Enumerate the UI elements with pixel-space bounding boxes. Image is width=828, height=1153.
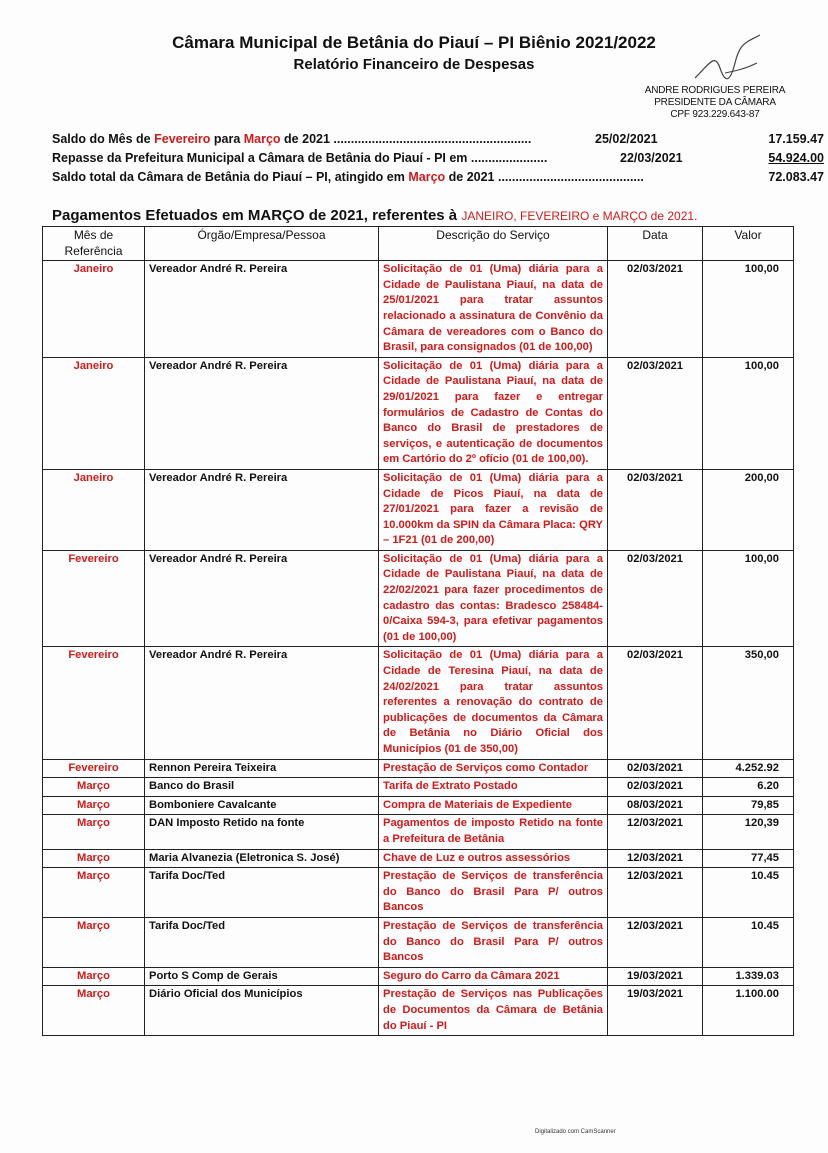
footer-scanner-note: Digitalizado com CamScanner bbox=[535, 1129, 616, 1135]
cell-data: 02/03/2021 bbox=[608, 357, 703, 469]
cell-desc: Solicitação de 01 (Uma) diária para a Cidade de Teresina Piauí, na data de 24/02/2021 para tratar assuntos referentes a renovação do contrato de publicações de documentos da Câmara de Betânia no Diário Oficial dos Municípios (01 de 350,00) bbox=[379, 647, 608, 759]
table-row bbox=[43, 550, 794, 647]
cell-mes: Março bbox=[43, 868, 145, 918]
table-row bbox=[43, 796, 794, 815]
document-page: Câmara Municipal de Betânia do Piauí – PI Biênio 2021/2022 Relatório Financeiro de Despesas ANDRE RODRIGUES PEREIRA PRESIDENTE DA CÂMARA CPF 923.229.643-87 Saldo do Mês de Fevereiro para Março de 2021 ......................................................... 25/02/2021 17.159.47 Repasse da Prefeitura Municipal a Câmara de Betânia do Piauí - PI em ...................... 22/03/2021 54.924.00 Saldo total da Câmara de Betânia do Piauí – PI, atingido em Março de 2021 .......................................... 72.083.47 Pagamentos Efetuados em MARÇO de 2021, referentes à JANEIRO, FEVEREIRO e MARÇO de 2021. Mês de Referência Órgão/Empresa/Pessoa Descrição do Serviço Data Valor Janeiro Vereador André R. Pereira Solicitação de 01 (Uma) diária para a Cidade de Paulistana Piauí, na data de 25/01/2021 para tratar assuntos relacionado a assinatura de Convênio da Câmara de vereadores com o Banco do Brasil, para consignados (01 de 100,00) 02/03/2021 100,00 Janeiro Vereador André R. Pereira Solicitação de 01 (Uma) diária para a Cidade de Paulistana Piauí, na data de 29/01/2021 para fazer e entregar formulários de Cadastro de Contas do Banco do Brasil de prestadores de serviços, e autenticação de documentos em Cartório do 2º ofício (01 de 100,00). 02/03/2021 100,00 Janeiro Vereador André R. Pereira Solicitação de 01 (Uma) diária para a Cidade de Picos Piauí, na data de 27/01/2021 para fazer a revisão de 10.000km da SPIN da Câmara Placa: QRY – 1F21 (01 de 200,00) 02/03/2021 200,00 Fevereiro Vereador André R. Pereira Solicitação de 01 (Uma) diária para a Cidade de Paulistana Piauí, na data de 22/02/2021 para fazer procedimentos de cadastro das contas: Bradesco 258484-0/Caixa 594-3, para efetivar pagamentos (01 de 100,00) 02/03/2021 100,00 Fevereiro Vereador André R. Pereira Solicitação de 01 (Uma) diária para a Cidade de Teresina Piauí, na data de 24/02/2021 para tratar assuntos referentes a renovação do contrato de publicações de documentos da Câmara de Betânia no Diário Oficial dos Municípios (01 de 350,00) 02/03/2021 350,00 Fevereiro Rennon Pereira Teixeira Prestação de Serviços como Contador 02/03/2021 4.252.92 Março Banco do Brasil Tarifa de Extrato Postado 02/03/2021 6.20 Março Bomboniere Cavalcante Compra de Materiais de Expediente 08/03/2021 79,85 Março DAN Imposto Retido na fonte Pagamentos de imposto Retido na fonte a Prefeitura de Betânia 12/03/2021 120,39 Março Maria Alvanezia (Eletronica S. José) Chave de Luz e outros assessórios 12/03/2021 77,45 Março Tarifa Doc/Ted Prestação de Serviços de transferência do Banco do Brasil Para P/ outros Bancos 12/03/2021 10.45 Março Tarifa Doc/Ted Prestação de Serviços de transferência do Banco do Brasil Para P/ outros Bancos 12/03/2021 10.45 Março Porto S Comp de Gerais Seguro do Carro da Câmara 2021 19/03/2021 1.339.03 Março Diário Oficial dos Municípios Prestação de Serviços nas Publicações de Documentos da Câmara de Betânia do Piauí - PI 19/03/2021 1.100.00 Digitalizado com CamScanner bbox=[0, 0, 828, 1153]
cell-desc: Prestação de Serviços de transferência do Banco do Brasil Para P/ outros Bancos bbox=[379, 868, 608, 918]
cell-org: DAN Imposto Retido na fonte bbox=[145, 815, 379, 849]
cell-desc: Compra de Materiais de Expediente bbox=[379, 796, 608, 815]
header-valor: Valor bbox=[703, 227, 794, 261]
header-orgao: Órgão/Empresa/Pessoa bbox=[145, 227, 379, 261]
cell-valor: 100,00 bbox=[703, 261, 794, 358]
saldo-value: 72.083.47 bbox=[768, 170, 824, 184]
table-row bbox=[43, 647, 794, 759]
cell-desc: Prestação de Serviços como Contador bbox=[379, 759, 608, 778]
document-title: Câmara Municipal de Betânia do Piauí – PI Biênio 2021/2022 bbox=[172, 33, 656, 52]
cell-mes: Março bbox=[43, 917, 145, 967]
cell-org: Banco do Brasil bbox=[145, 778, 379, 797]
saldo-value: 54.924.00 bbox=[768, 151, 824, 165]
cell-mes: Março bbox=[43, 815, 145, 849]
table-row bbox=[43, 868, 794, 918]
cell-valor: 100,00 bbox=[703, 357, 794, 469]
cell-valor: 10.45 bbox=[703, 917, 794, 967]
header-data: Data bbox=[608, 227, 703, 261]
cell-org: Maria Alvanezia (Eletronica S. José) bbox=[145, 849, 379, 868]
cell-mes: Fevereiro bbox=[43, 647, 145, 759]
cell-data: 12/03/2021 bbox=[608, 868, 703, 918]
cell-mes: Janeiro bbox=[43, 469, 145, 550]
cell-data: 19/03/2021 bbox=[608, 986, 703, 1036]
cell-org: Diário Oficial dos Municípios bbox=[145, 986, 379, 1036]
table-row bbox=[43, 261, 794, 358]
cell-desc: Prestação de Serviços nas Publicações de Documentos da Câmara de Betânia do Piauí - PI bbox=[379, 986, 608, 1036]
cell-valor: 77,45 bbox=[703, 849, 794, 868]
cell-data: 02/03/2021 bbox=[608, 550, 703, 647]
header-mes: Mês de Referência bbox=[43, 227, 145, 261]
cell-org: Vereador André R. Pereira bbox=[145, 261, 379, 358]
cell-org: Tarifa Doc/Ted bbox=[145, 868, 379, 918]
cell-valor: 79,85 bbox=[703, 796, 794, 815]
cell-mes: Março bbox=[43, 967, 145, 986]
cell-org: Vereador André R. Pereira bbox=[145, 550, 379, 647]
header-descricao: Descrição do Serviço bbox=[379, 227, 608, 261]
cell-mes: Março bbox=[43, 796, 145, 815]
cell-valor: 1.339.03 bbox=[703, 967, 794, 986]
cell-org: Vereador André R. Pereira bbox=[145, 469, 379, 550]
table-row bbox=[43, 815, 794, 849]
saldo-value: 17.159.47 bbox=[768, 132, 824, 146]
cell-desc: Solicitação de 01 (Uma) diária para a Cidade de Picos Piauí, na data de 27/01/2021 para fazer a revisão de 10.000km da SPIN da Câmara Placa: QRY – 1F21 (01 de 200,00) bbox=[379, 469, 608, 550]
saldo-date: 22/03/2021 bbox=[620, 151, 683, 165]
cell-data: 02/03/2021 bbox=[608, 778, 703, 797]
signature-role: PRESIDENTE DA CÂMARA bbox=[654, 97, 776, 108]
cell-org: Vereador André R. Pereira bbox=[145, 357, 379, 469]
cell-data: 19/03/2021 bbox=[608, 967, 703, 986]
table-row bbox=[43, 357, 794, 469]
cell-valor: 1.100.00 bbox=[703, 986, 794, 1036]
cell-data: 12/03/2021 bbox=[608, 849, 703, 868]
cell-mes: Março bbox=[43, 849, 145, 868]
saldo-date: 25/02/2021 bbox=[595, 132, 658, 146]
cell-org: Tarifa Doc/Ted bbox=[145, 917, 379, 967]
cell-desc: Prestação de Serviços de transferência do Banco do Brasil Para P/ outros Bancos bbox=[379, 917, 608, 967]
cell-valor: 10.45 bbox=[703, 868, 794, 918]
table-row bbox=[43, 967, 794, 986]
signature-cpf: CPF 923.229.643-87 bbox=[670, 109, 760, 120]
cell-valor: 4.252.92 bbox=[703, 759, 794, 778]
cell-data: 08/03/2021 bbox=[608, 796, 703, 815]
cell-data: 02/03/2021 bbox=[608, 647, 703, 759]
table-row bbox=[43, 917, 794, 967]
cell-desc: Solicitação de 01 (Uma) diária para a Cidade de Paulistana Piauí, na data de 29/01/2021 para fazer e entregar formulários de Cadastro de Contas do Banco do Brasil de prestadores de serviços, e autenticação de documentos em Cartório do 2º ofício (01 de 100,00). bbox=[379, 357, 608, 469]
cell-valor: 200,00 bbox=[703, 469, 794, 550]
cell-mes: Janeiro bbox=[43, 261, 145, 358]
table-row bbox=[43, 778, 794, 797]
table-row bbox=[43, 986, 794, 1036]
cell-desc: Tarifa de Extrato Postado bbox=[379, 778, 608, 797]
cell-data: 02/03/2021 bbox=[608, 759, 703, 778]
cell-mes: Fevereiro bbox=[43, 759, 145, 778]
cell-org: Rennon Pereira Teixeira bbox=[145, 759, 379, 778]
section-title: Pagamentos Efetuados em MARÇO de 2021, referentes à JANEIRO, FEVEREIRO e MARÇO de 2021. bbox=[52, 207, 698, 224]
cell-desc: Pagamentos de imposto Retido na fonte a Prefeitura de Betânia bbox=[379, 815, 608, 849]
table-row bbox=[43, 849, 794, 868]
table-row bbox=[43, 469, 794, 550]
signature-scribble-icon bbox=[685, 33, 765, 88]
signature-block bbox=[640, 85, 790, 121]
cell-desc: Seguro do Carro da Câmara 2021 bbox=[379, 967, 608, 986]
table-row bbox=[43, 759, 794, 778]
cell-valor: 100,00 bbox=[703, 550, 794, 647]
cell-mes: Março bbox=[43, 778, 145, 797]
cell-org: Porto S Comp de Gerais bbox=[145, 967, 379, 986]
cell-mes: Janeiro bbox=[43, 357, 145, 469]
cell-mes: Fevereiro bbox=[43, 550, 145, 647]
cell-org: Vereador André R. Pereira bbox=[145, 647, 379, 759]
cell-desc: Chave de Luz e outros assessórios bbox=[379, 849, 608, 868]
cell-mes: Março bbox=[43, 986, 145, 1036]
cell-data: 02/03/2021 bbox=[608, 261, 703, 358]
cell-valor: 350,00 bbox=[703, 647, 794, 759]
signature-name: ANDRE RODRIGUES PEREIRA bbox=[644, 85, 786, 96]
cell-desc: Solicitação de 01 (Uma) diária para a Cidade de Paulistana Piauí, na data de 25/01/2021 para tratar assuntos relacionado a assinatura de Convênio da Câmara de vereadores com o Banco do Brasil, para consignados (01 de 100,00) bbox=[379, 261, 608, 358]
payments-table bbox=[42, 226, 794, 1036]
cell-desc: Solicitação de 01 (Uma) diária para a Cidade de Paulistana Piauí, na data de 22/02/2021 para fazer procedimentos de cadastro das contas: Bradesco 258484-0/Caixa 594-3, para efetivar pagamentos (01 de 100,00) bbox=[379, 550, 608, 647]
table-header-row bbox=[43, 227, 794, 261]
cell-valor: 6.20 bbox=[703, 778, 794, 797]
cell-data: 02/03/2021 bbox=[608, 469, 703, 550]
cell-valor: 120,39 bbox=[703, 815, 794, 849]
cell-data: 12/03/2021 bbox=[608, 917, 703, 967]
cell-data: 12/03/2021 bbox=[608, 815, 703, 849]
document-subtitle: Relatório Financeiro de Despesas bbox=[293, 56, 535, 73]
cell-org: Bomboniere Cavalcante bbox=[145, 796, 379, 815]
